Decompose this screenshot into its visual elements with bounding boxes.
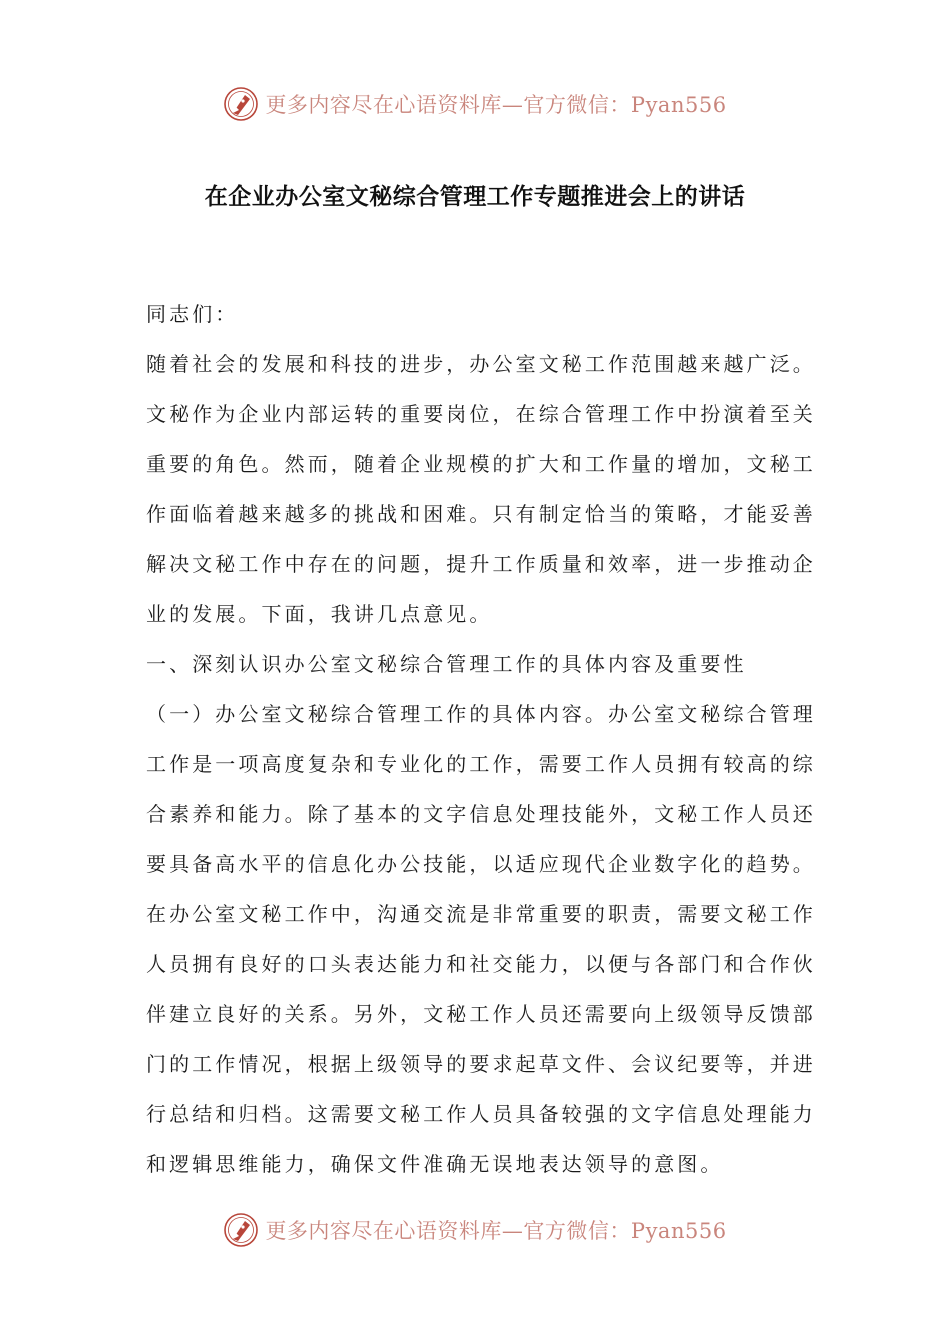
paragraph-line: （一）办公室文秘综合管理工作的具体内容。办公室文秘综合管理 (146, 702, 816, 726)
paragraph-line: 门的工作情况，根据上级领导的要求起草文件、会议纪要等，并进 (146, 1052, 816, 1076)
paragraph-line: 同志们： (146, 302, 239, 326)
paragraph-line: 重要的角色。然而，随着企业规模的扩大和工作量的增加，文秘工 (146, 452, 816, 476)
paragraph-line: 工作是一项高度复杂和专业化的工作，需要工作人员拥有较高的综 (146, 752, 816, 776)
paragraph-line: 解决文秘工作中存在的问题，提升工作质量和效率，进一步推动企 (146, 552, 816, 576)
paragraph-line: 文秘作为企业内部运转的重要岗位，在综合管理工作中扮演着至关 (146, 402, 816, 426)
paragraph-line: 和逻辑思维能力，确保文件准确无误地表达领导的意图。 (146, 1152, 724, 1176)
header-watermark-banner (0, 82, 950, 126)
paragraph-line: 随着社会的发展和科技的进步，办公室文秘工作范围越来越广泛。 (146, 352, 816, 376)
paragraph-line: 业的发展。下面，我讲几点意见。 (146, 602, 493, 626)
pen-nib-logo-icon (223, 1212, 259, 1248)
paragraph-line: 合素养和能力。除了基本的文字信息处理技能外，文秘工作人员还 (146, 802, 816, 826)
section-heading: 一、深刻认识办公室文秘综合管理工作的具体内容及重要性 (146, 652, 747, 676)
watermark-text: 更多内容尽在心语资料库—官方微信：Pyan556 (265, 1219, 727, 1243)
paragraph-line: 要具备高水平的信息化办公技能，以适应现代企业数字化的趋势。 (146, 852, 816, 876)
document-title: 在企业办公室文秘综合管理工作专题推进会上的讲话 (204, 184, 746, 210)
paragraph-line: 作面临着越来越多的挑战和困难。只有制定恰当的策略，才能妥善 (146, 502, 816, 526)
watermark-text: 更多内容尽在心语资料库—官方微信：Pyan556 (265, 93, 727, 117)
paragraph-line: 行总结和归档。这需要文秘工作人员具备较强的文字信息处理能力 (146, 1102, 816, 1126)
paragraph-line: 在办公室文秘工作中，沟通交流是非常重要的职责，需要文秘工作 (146, 902, 816, 926)
paragraph-line: 伴建立良好的关系。另外，文秘工作人员还需要向上级领导反馈部 (146, 1002, 816, 1026)
paragraph-line: 人员拥有良好的口头表达能力和社交能力，以便与各部门和合作伙 (146, 952, 816, 976)
document-body (146, 296, 816, 1196)
pen-nib-logo-icon (223, 86, 259, 122)
footer-watermark-banner (0, 1208, 950, 1252)
